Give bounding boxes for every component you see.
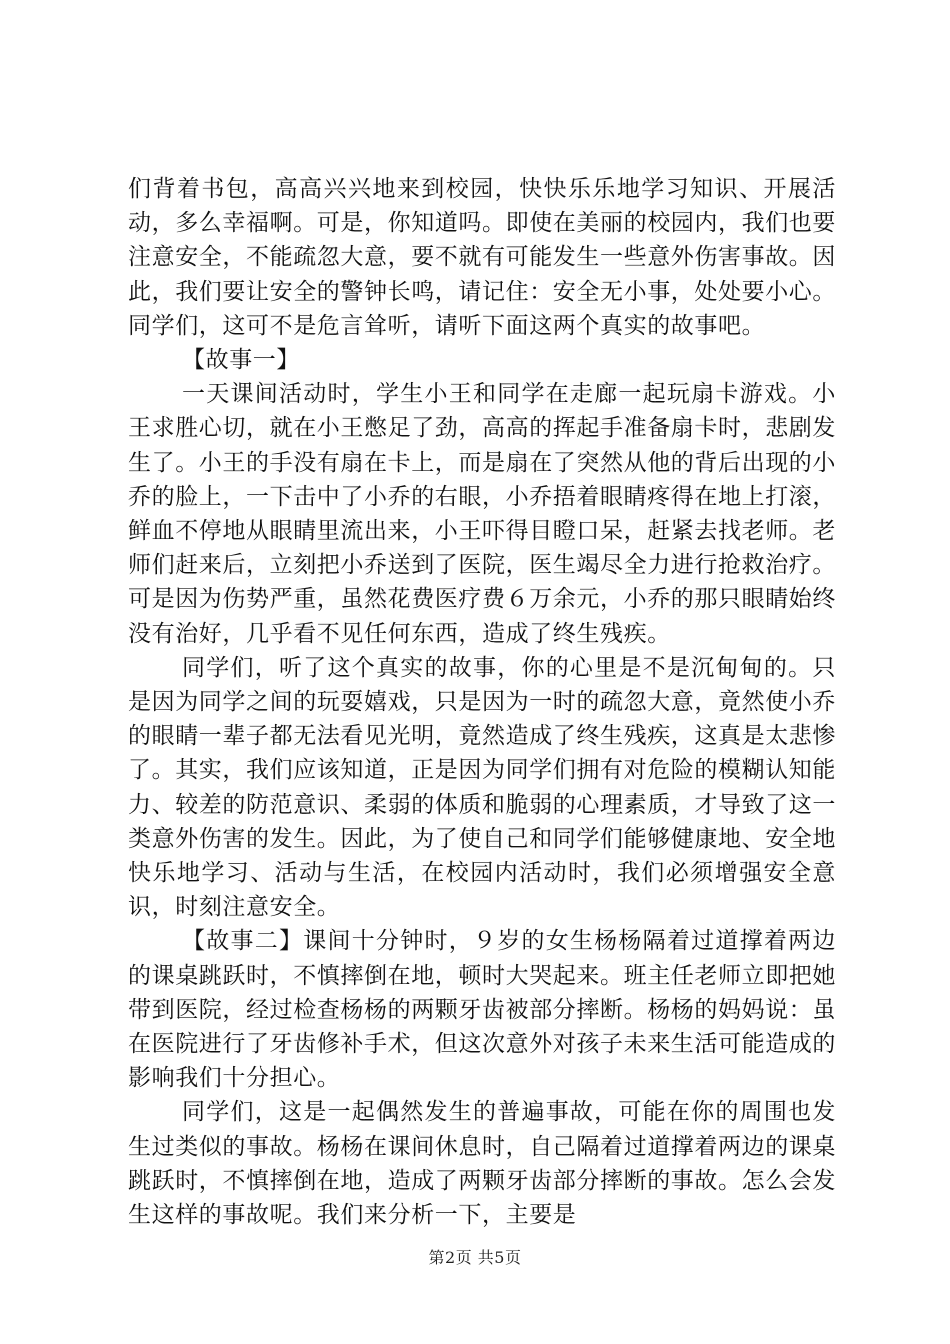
paragraph-story-one: 一天课间活动时，学生小王和同学在走廊一起玩扇卡游戏。小王求胜心切，就在小王憋足了劲，高高的挥起手准备扇卡时，悲剧发生了。小王的手没有扇在卡上，而是扇在了突然从他的背后出现的小乔的脸上，一下击中了小乔的右眼，小乔捂着眼睛疼得在地上打滚，鲜血不停地从眼睛里流出来，小王吓得目瞪口呆，赶紧去找老师。老师们赶来后，立刻把小乔送到了医院，医生竭尽全力进行抢救治疗。可是因为伤势严重，虽然花费医疗费６万余元，小乔的那只眼睛始终没有治好，几乎看不见任何东西，造成了终生残疾。 <box>128 381 836 647</box>
paragraph-reflection-one: 同学们，听了这个真实的故事，你的心里是不是沉甸甸的。只是因为同学之间的玩耍嬉戏，只是因为一时的疏忽大意，竟然使小乔的眼睛一辈子都无法看见光明，竟然造成了终生残疾，这真是太悲惨了。其实，我们应该知道，正是因为同学们拥有对危险的模糊认知能力、较差的防范意识、柔弱的体质和脆弱的心理素质，才导致了这一类意外伤害的发生。因此，为了使自己和同学们能够健康地、安全地快乐地学习、活动与生活，在校园内活动时，我们必须增强安全意识，时刻注意安全。 <box>128 654 836 921</box>
paragraph-intro: 们背着书包，高高兴兴地来到校园，快快乐乐地学习知识、开展活动，多么幸福啊。可是，你知道吗。即使在美丽的校园内，我们也要注意安全，不能疏忽大意，要不就有可能发生一些意外伤害事故。因此，我们要让安全的警钟长鸣，请记住：安全无小事，处处要小心。同学们，这可不是危言耸听，请听下面这两个真实的故事吧。 <box>128 176 836 339</box>
paragraph-reflection-two: 同学们，这是一起偶然发生的普遍事故，可能在你的周围也发生过类似的事故。杨杨在课间休息时，自己隔着过道撑着两边的课桌跳跃时，不慎摔倒在地，造成了两颗牙齿部分摔断的事故。怎么会发生这样的事故呢。我们来分析一下，主要是 <box>128 1099 836 1229</box>
heading-story-one: 【故事一】 <box>182 347 300 374</box>
page-footer: 第2页 共5页 <box>428 1248 522 1267</box>
paragraph-story-two: 【故事二】课间十分钟时，９岁的女生杨杨隔着过道撑着两边的课桌跳跃时，不慎摔倒在地，顿时大哭起来。班主任老师立即把她带到医院，经过检查杨杨的两颗牙齿被部分摔断。杨杨的妈妈说：虽在医院进行了牙齿修补手术，但这次意外对孩子未来生活可能造成的影响我们十分担心。 <box>128 928 836 1092</box>
document-body <box>128 172 836 1232</box>
